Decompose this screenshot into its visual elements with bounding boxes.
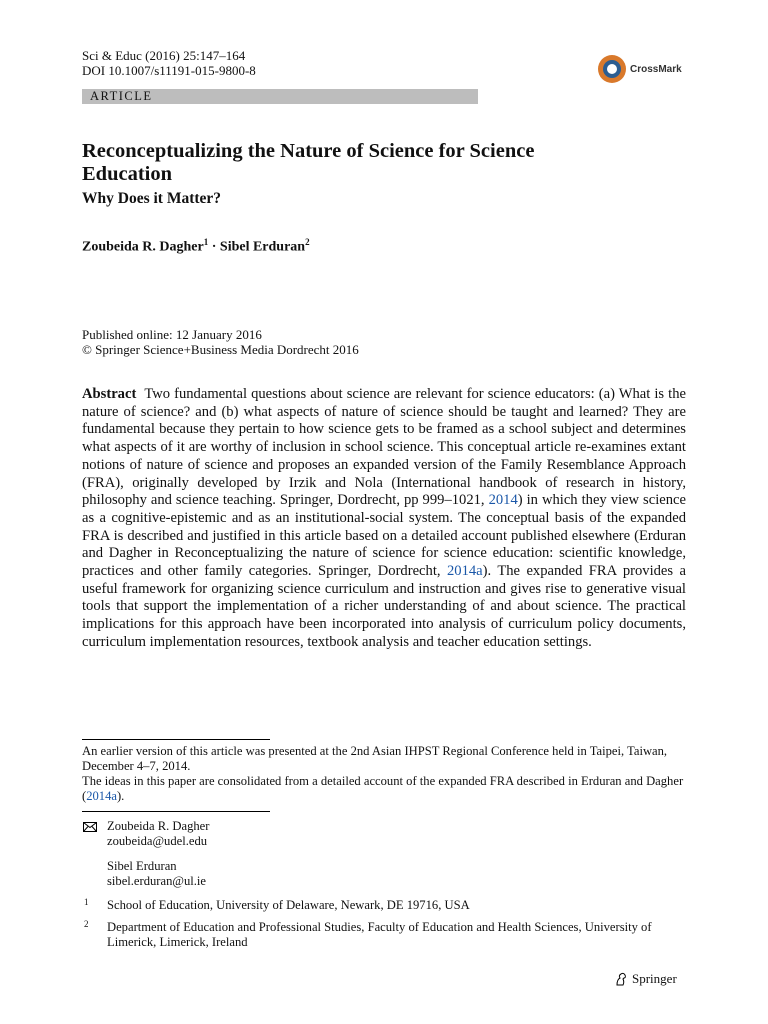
contact-block [107,819,209,889]
envelope-icon [83,822,97,832]
publisher-name: Springer [632,971,677,986]
contact-email-1[interactable]: zoubeida@udel.edu [107,834,208,848]
abstract-label: Abstract [82,386,137,402]
author-2-affiliation: 2 [305,237,310,247]
abstract-text-3: ). The expanded FRA provides a useful framework for organizing science curriculum and instruction and gives rise to generative visual tools that support the implementation of a richer understanding of and about science. The practical implications for this approach have been incorporated into analysis of curriculum policy documents, curriculum implementation resources, textbook analysis and teacher education settings. [82,563,686,650]
citation-link-2014[interactable]: 2014 [488,492,518,509]
affiliation-1-number: 1 [84,897,89,907]
abstract [82,386,686,652]
published-date: Published online: 12 January 2016 [82,327,262,342]
article-title [82,140,682,186]
contact-divider [82,811,270,812]
author-2[interactable]: Sibel Erduran [219,239,306,255]
contact-email-2[interactable]: sibel.erduran@ul.ie [107,874,207,888]
footnote-2 [82,774,686,804]
contact-name-1: Zoubeida R. Dagher [107,819,210,833]
author-separator: · [208,239,220,255]
crossmark-label: CrossMark [630,63,682,75]
title-line-1: Reconceptualizing the Nature of Science for Science [82,140,535,162]
contact-name-2: Sibel Erduran [107,859,177,873]
footnote-1: An earlier version of this article was presented at the 2nd Asian IHPST Regional Conference held in Taipei, Taiwan, December 4–7, 2014. [82,744,668,773]
article-subtitle: Why Does it Matter? [82,190,222,207]
crossmark-badge[interactable] [598,54,690,84]
title-line-2: Education [82,163,172,185]
doi[interactable]: DOI 10.1007/s11191-015-9800-8 [82,63,256,78]
affiliation-2: Department of Education and Professional Studies, Faculty of Education and Health Sciences, University of Limerick, Limerick, Ireland [107,920,652,949]
crossmark-icon [598,55,626,83]
footnote-2-text: The ideas in this paper are consolidated from a detailed account of the expanded FRA described in Erduran and Dagher ( [82,774,684,803]
citation-link-2014a[interactable]: 2014a [446,563,483,580]
author-list [82,234,310,256]
affiliation-1: School of Education, University of Delaware, Newark, DE 19716, USA [107,898,470,912]
article-type-bar: ARTICLE [82,89,478,104]
footnote-citation-link[interactable]: 2014a [86,789,117,803]
affiliation-2-number: 2 [84,919,89,929]
abstract-text-2: ) in which they view science as a cognitive-epistemic and as an institutional-social system. The conceptual basis of the expanded FRA is described and justified in this article based on a detailed account published elsewhere (Erduran and Dagher in Reconceptualizing the nature of science for science education: scientific knowledge, practices and other family categories. Springer, Dordrecht, [82,492,686,580]
author-1[interactable]: Zoubeida R. Dagher [82,239,204,255]
copyright: © Springer Science+Business Media Dordrecht 2016 [82,342,359,357]
abstract-text-1: Two fundamental questions about science are relevant for science educators: (a) What is the nature of science? and (b) what aspects of nature of science should be taught and learned? They are fundamental because they pertain to how science gets to be framed as a school subject and determines what aspects of it are worthy of inclusion in school science. This conceptual article re-examines extant notions of nature of science and proposes an expanded version of the Family Resemblance Approach (FRA), originally developed by Irzik and Nola (International handbook of research in history, philosophy and science teaching. Springer, Dordrecht, pp 999–1021, [82,386,686,509]
springer-horse-icon [614,972,628,986]
publication-info [82,327,359,357]
author-1-affiliation: 1 [203,237,209,247]
journal-citation: Sci & Educ (2016) 25:147–164 [82,48,246,63]
footnote-2-end: ). [116,789,125,803]
publisher-logo [614,971,677,987]
footnote-divider [82,739,270,740]
